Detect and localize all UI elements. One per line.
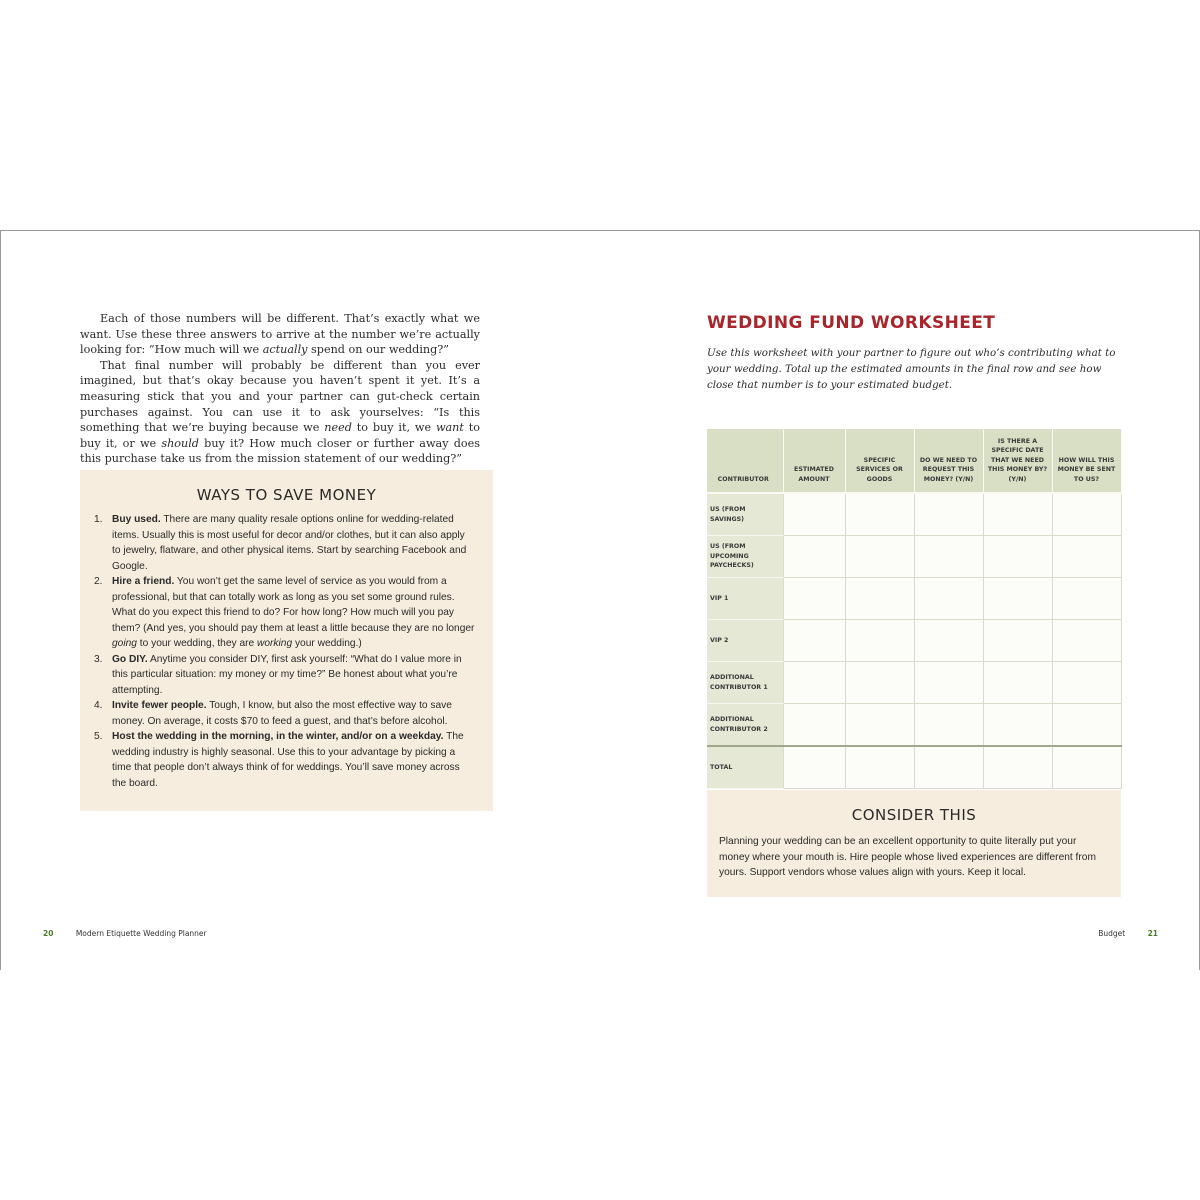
page-number-left: 20: [43, 929, 54, 938]
input-cell[interactable]: [783, 704, 845, 747]
row-label-total: TOTAL: [707, 746, 783, 789]
consider-this-title: CONSIDER THIS: [851, 806, 977, 824]
input-cell[interactable]: [1052, 704, 1121, 747]
table-row: [707, 620, 1121, 662]
italic-text: going: [112, 638, 137, 649]
header-services-goods: SPECIFIC SERVICES OR GOODS: [845, 429, 914, 493]
input-cell[interactable]: [983, 493, 1052, 536]
input-cell[interactable]: [914, 578, 983, 620]
list-item: 5. Host the wedding in the morning, in the winter, and/or on a weekday. The wedding industry is highly seasonal. Use this to your advantage by picking a time that people don’t always think of for weddings. You’ll save money across the board.: [94, 731, 464, 789]
right-footer: [1098, 929, 1158, 938]
worksheet-intro: Use this worksheet with your partner to figure out who’s contributing what to your wedding. Total up the estimated amounts in the final row and see how close that number is to your estimated budget.: [707, 347, 1116, 391]
book-title: Modern Etiquette Wedding Planner: [75, 929, 207, 938]
input-cell[interactable]: [983, 536, 1052, 578]
bold-text: Buy used.: [112, 514, 161, 525]
section-name: Budget: [1098, 929, 1126, 938]
input-cell[interactable]: [783, 662, 845, 704]
list-item: 4. Invite fewer people. Tough, I know, but also the most effective way to save money. On average, it costs $70 to feed a guest, and that’s before alcohol.: [94, 700, 452, 727]
input-cell[interactable]: [983, 662, 1052, 704]
input-cell[interactable]: [783, 578, 845, 620]
input-cell[interactable]: [914, 493, 983, 536]
bold-text: Go DIY.: [112, 653, 148, 665]
paragraph-1: [80, 311, 480, 358]
row-label: US (FROM UPCOMING PAYCHECKS): [707, 536, 783, 578]
input-cell[interactable]: [783, 536, 845, 578]
table-row: [707, 493, 1121, 536]
body-text: [80, 311, 480, 467]
row-label: US (FROM SAVINGS): [707, 493, 783, 536]
input-cell[interactable]: [783, 620, 845, 662]
input-cell[interactable]: [845, 578, 914, 620]
left-footer: [43, 929, 207, 938]
text-run: Anytime you consider DIY, first ask yourself: “What do I value more in this particular situation: my money or my time?” Be honest about what you’re attempting.: [112, 653, 462, 696]
worksheet-table: [707, 429, 1122, 789]
italic-text: working: [257, 638, 293, 649]
input-cell[interactable]: [1052, 578, 1121, 620]
ways-to-save-list: [94, 512, 475, 791]
page-number-right: 21: [1147, 929, 1158, 938]
input-cell[interactable]: [845, 662, 914, 704]
input-cell[interactable]: [1052, 536, 1121, 578]
table-row: [707, 662, 1121, 704]
text-run: to buy it, we: [351, 421, 436, 435]
input-cell[interactable]: [914, 620, 983, 662]
list-item: 3. Go DIY. Anytime you consider DIY, first ask yourself: “What do I value more in this particular situation: my money or my time?” Be honest about what you’re attempting.: [94, 653, 462, 696]
text-run: buy it? How much closer or further away does this purchase take us from the mission statement of our wedding?”: [80, 436, 480, 466]
input-cell[interactable]: [1052, 746, 1121, 789]
text-run: spend on our wedding?”: [307, 343, 450, 357]
text-run: Tough, I know, but also the most effective way to save money. On average, it costs $70 to feed a guest, and that’s before alcohol.: [112, 700, 452, 727]
row-label: VIP 1: [707, 578, 783, 620]
text-run: to buy it, or we: [80, 421, 480, 450]
text-run: You won’t get the same level of service as you would from a professional, but that can totally work as long as you set some ground rules. What do you expect this friend to do? For how long? How much will you pay them? (And yes, you should pay them at least a little because they are no longer: [112, 576, 475, 634]
bold-text: Host the wedding in the morning, in the winter, and/or on a weekday.: [112, 731, 444, 742]
text-run: to your wedding, they are: [136, 638, 257, 649]
page-edge-left: [0, 230, 1, 970]
input-cell[interactable]: [1052, 493, 1121, 536]
header-contributor: CONTRIBUTOR: [707, 429, 783, 493]
text-run: That final number will probably be different than you ever imagined, but that’s okay because you haven’t spent it yet. It’s a measuring stick that you and your partner can gut-check certain purchases against. You can use it to ask yourselves: “Is this something that we’re buying because we: [80, 358, 480, 435]
input-cell[interactable]: [914, 704, 983, 747]
header-how-sent: HOW WILL THIS MONEY BE SENT TO US?: [1052, 429, 1121, 493]
input-cell[interactable]: [983, 578, 1052, 620]
header-request-money: DO WE NEED TO REQUEST THIS MONEY? (Y/N): [914, 429, 983, 493]
input-cell[interactable]: [783, 493, 845, 536]
list-item: 1. Buy used. There are many quality resale options online for wedding-related items. Usually this is most useful for decor and/or clothes, but it can also apply to jewelry, flatware, and other physical items. Start by searching Facebook and Google.: [94, 514, 467, 572]
table-row: [707, 578, 1121, 620]
text-run: The wedding industry is highly seasonal. Use this to your advantage by picking a time that people don’t always think of for weddings. You’ll save money across the board.: [112, 731, 464, 789]
italic-text: want: [435, 421, 464, 435]
italic-text: need: [324, 421, 352, 435]
input-cell[interactable]: [783, 746, 845, 789]
total-row: [707, 746, 1121, 789]
table-header-row: [707, 429, 1121, 493]
text-run: your wedding.): [292, 638, 362, 649]
input-cell[interactable]: [914, 662, 983, 704]
input-cell[interactable]: [983, 704, 1052, 747]
input-cell[interactable]: [1052, 620, 1121, 662]
consider-this-box: [707, 790, 1121, 897]
bold-text: Hire a friend.: [112, 576, 175, 587]
input-cell[interactable]: [845, 620, 914, 662]
ways-to-save-box: [80, 470, 493, 811]
worksheet-title: WEDDING FUND WORKSHEET: [707, 313, 996, 333]
input-cell[interactable]: [845, 746, 914, 789]
italic-text: actually: [262, 343, 308, 357]
consider-this-text: Planning your wedding can be an excellent opportunity to quite literally put your money where your mouth is. Hire people whose lived experiences are different from yours. Support vendors whose values align with yours. Keep it local.: [719, 836, 1096, 878]
ways-to-save-title: WAYS TO SAVE MONEY: [196, 486, 377, 504]
list-item: 2. Hire a friend. You won’t get the same level of service as you would from a professional, but that can totally work as long as you set some ground rules. What do you expect this friend to do? For how long? How much will you pay them? (And yes, you should pay them at least a little because they are no longer going to your wedding, they are working your wedding.): [94, 576, 475, 649]
header-estimated-amount: ESTIMATED AMOUNT: [783, 429, 845, 493]
table-row: [707, 704, 1121, 747]
input-cell[interactable]: [914, 746, 983, 789]
row-label: ADDITIONAL CONTRIBUTOR 1: [707, 662, 783, 704]
input-cell[interactable]: [983, 746, 1052, 789]
row-label: VIP 2: [707, 620, 783, 662]
table-row: [707, 536, 1121, 578]
bold-text: Invite fewer people.: [112, 700, 207, 711]
input-cell[interactable]: [845, 536, 914, 578]
input-cell[interactable]: [914, 536, 983, 578]
input-cell[interactable]: [1052, 662, 1121, 704]
row-label: ADDITIONAL CONTRIBUTOR 2: [707, 704, 783, 747]
text-run: Each of those numbers will be different. That’s exactly what we want. Use these three answers to arrive at the number we’re actually looking for: “How much will we: [80, 312, 480, 357]
italic-text: should: [161, 436, 199, 450]
input-cell[interactable]: [845, 493, 914, 536]
input-cell[interactable]: [983, 620, 1052, 662]
header-specific-date: IS THERE A SPECIFIC DATE THAT WE NEED THIS MONEY BY? (Y/N): [983, 429, 1052, 493]
input-cell[interactable]: [845, 704, 914, 747]
text-run: There are many quality resale options online for wedding-related items. Usually this is most useful for decor and/or clothes, but it can also apply to jewelry, flatware, and other physical items. Start by searching Facebook and Google.: [112, 514, 467, 572]
paragraph-2: [80, 358, 480, 467]
